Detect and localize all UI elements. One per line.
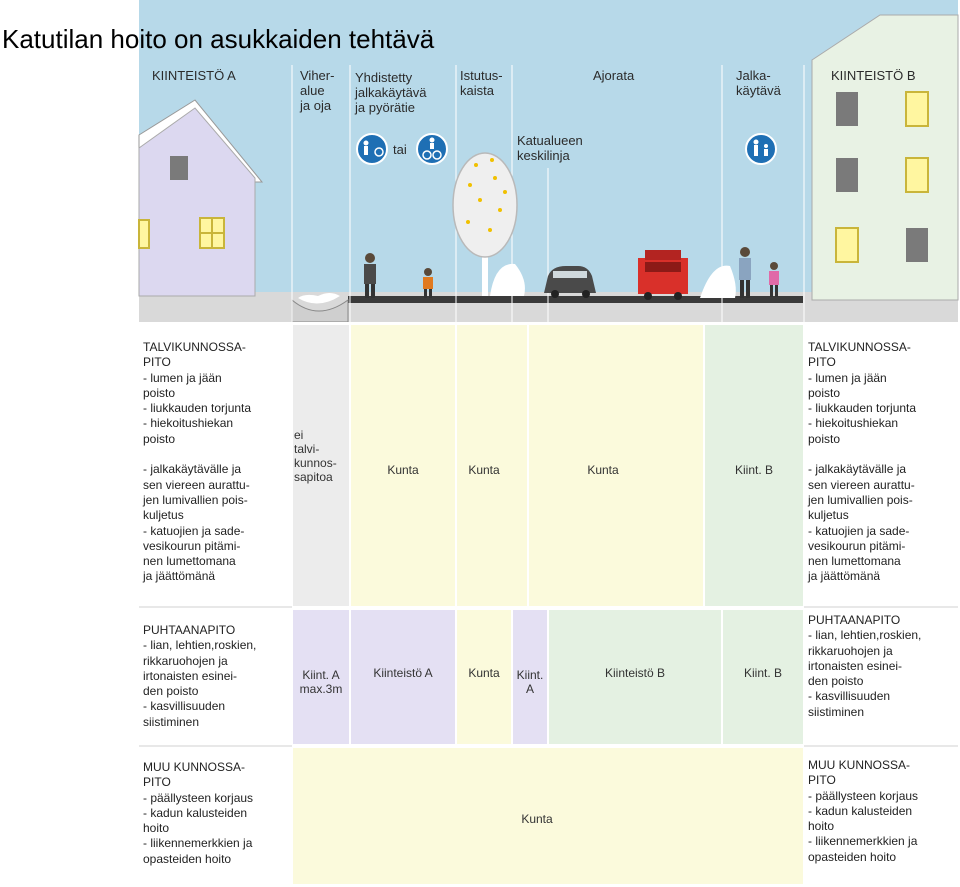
header-kiinteisto-a: KIINTEISTÖ A: [152, 68, 236, 83]
page-title: Katutilan hoito on asukkaiden tehtävä: [2, 24, 435, 54]
window: [906, 228, 928, 262]
clean-cell-jalkakaytava: Kiint. B: [743, 666, 782, 680]
window: [139, 220, 149, 248]
header-kiinteisto-b: KIINTEISTÖ B: [831, 68, 916, 83]
pedestrian-sign-icon: [746, 134, 776, 164]
header-viheralue: Viher- alue ja oja: [300, 68, 335, 113]
window: [836, 228, 858, 262]
window: [836, 158, 858, 192]
building-b: [812, 15, 958, 300]
clean-tasks-left: PUHTAANAPITO - lian, lehtien,roskien, rikkaruohojen ja irtonaisten esinei- den poisto - kasvillisuuden siistiminen: [143, 623, 257, 729]
header-yhdistetty: Yhdistetty jalkakäytävä ja pyörätie: [355, 70, 427, 115]
header-keskilinja: Katualueen keskilinja: [517, 133, 583, 163]
window: [170, 156, 188, 180]
winter-cell-jalkakaytava: Kiint. B: [734, 463, 773, 477]
header-istutuskaista: Istutus- kaista: [460, 68, 503, 98]
header-jalkakaytava: Jalka- käytävä: [736, 68, 781, 98]
window: [836, 92, 858, 126]
cycle-pedestrian-sign-icon: [417, 134, 447, 164]
window: [906, 92, 928, 126]
clean-cell-ajorata: Kiinteistö B: [604, 666, 666, 680]
header-ajorata: Ajorata: [593, 68, 635, 83]
winter-tasks-left: TALVIKUNNOSSA- PITO - lumen ja jään poisto - liukkauden torjunta - hiekoitushiekan poisto - jalkakäytävälle ja sen viereen aurattu- jen lumivallien pois- kuljetus - katuojien ja sade- vesikourun pitämi- nen lumettomana ja jäättömänä: [143, 340, 252, 584]
car-icon: [638, 250, 688, 300]
winter-cell-istutus: Kunta: [468, 463, 500, 477]
clean-tasks-right: PUHTAANAPITO - lian, lehtien,roskien, rikkaruohojen ja irtonaisten esinei- den poisto - kasvillisuuden siistiminen: [808, 613, 922, 719]
pedestrian-cycle-sign-icon: [357, 134, 387, 164]
other-tasks-left: MUU KUNNOSSA- PITO - päällysteen korjaus - kadun kalusteiden hoito - liikennemerkkien ja opasteiden hoito: [143, 760, 254, 866]
winter-cell-ajorata: Kunta: [587, 463, 619, 477]
clean-cell-viheralue: Kiint. A max.3m: [299, 668, 343, 696]
winter-tasks-right: TALVIKUNNOSSA- PITO - lumen ja jään poisto - liukkauden torjunta - hiekoitushiekan poisto - jalkakäytävälle ja sen viereen aurattu- jen lumivallien pois- kuljetus - katuojien ja sade- vesikourun pitämi- nen lumettomana ja jäättömänä: [808, 340, 917, 584]
other-tasks-right: MUU KUNNOSSA- PITO - päällysteen korjaus - kadun kalusteiden hoito - liikennemerkkien ja opasteiden hoito: [808, 758, 919, 864]
winter-cell-viheralue: ei talvi- kunnos- sapitoa: [294, 428, 337, 484]
winter-cell-yhdistetty: Kunta: [387, 463, 419, 477]
window: [906, 158, 928, 192]
header-tai: tai: [393, 142, 407, 157]
other-cell-kunta: Kunta: [521, 812, 553, 826]
clean-cell-yhdistetty: Kiinteistö A: [373, 666, 433, 680]
clean-cell-kiint-a: Kiint. A: [516, 668, 544, 696]
clean-cell-istutus: Kunta: [468, 666, 500, 680]
